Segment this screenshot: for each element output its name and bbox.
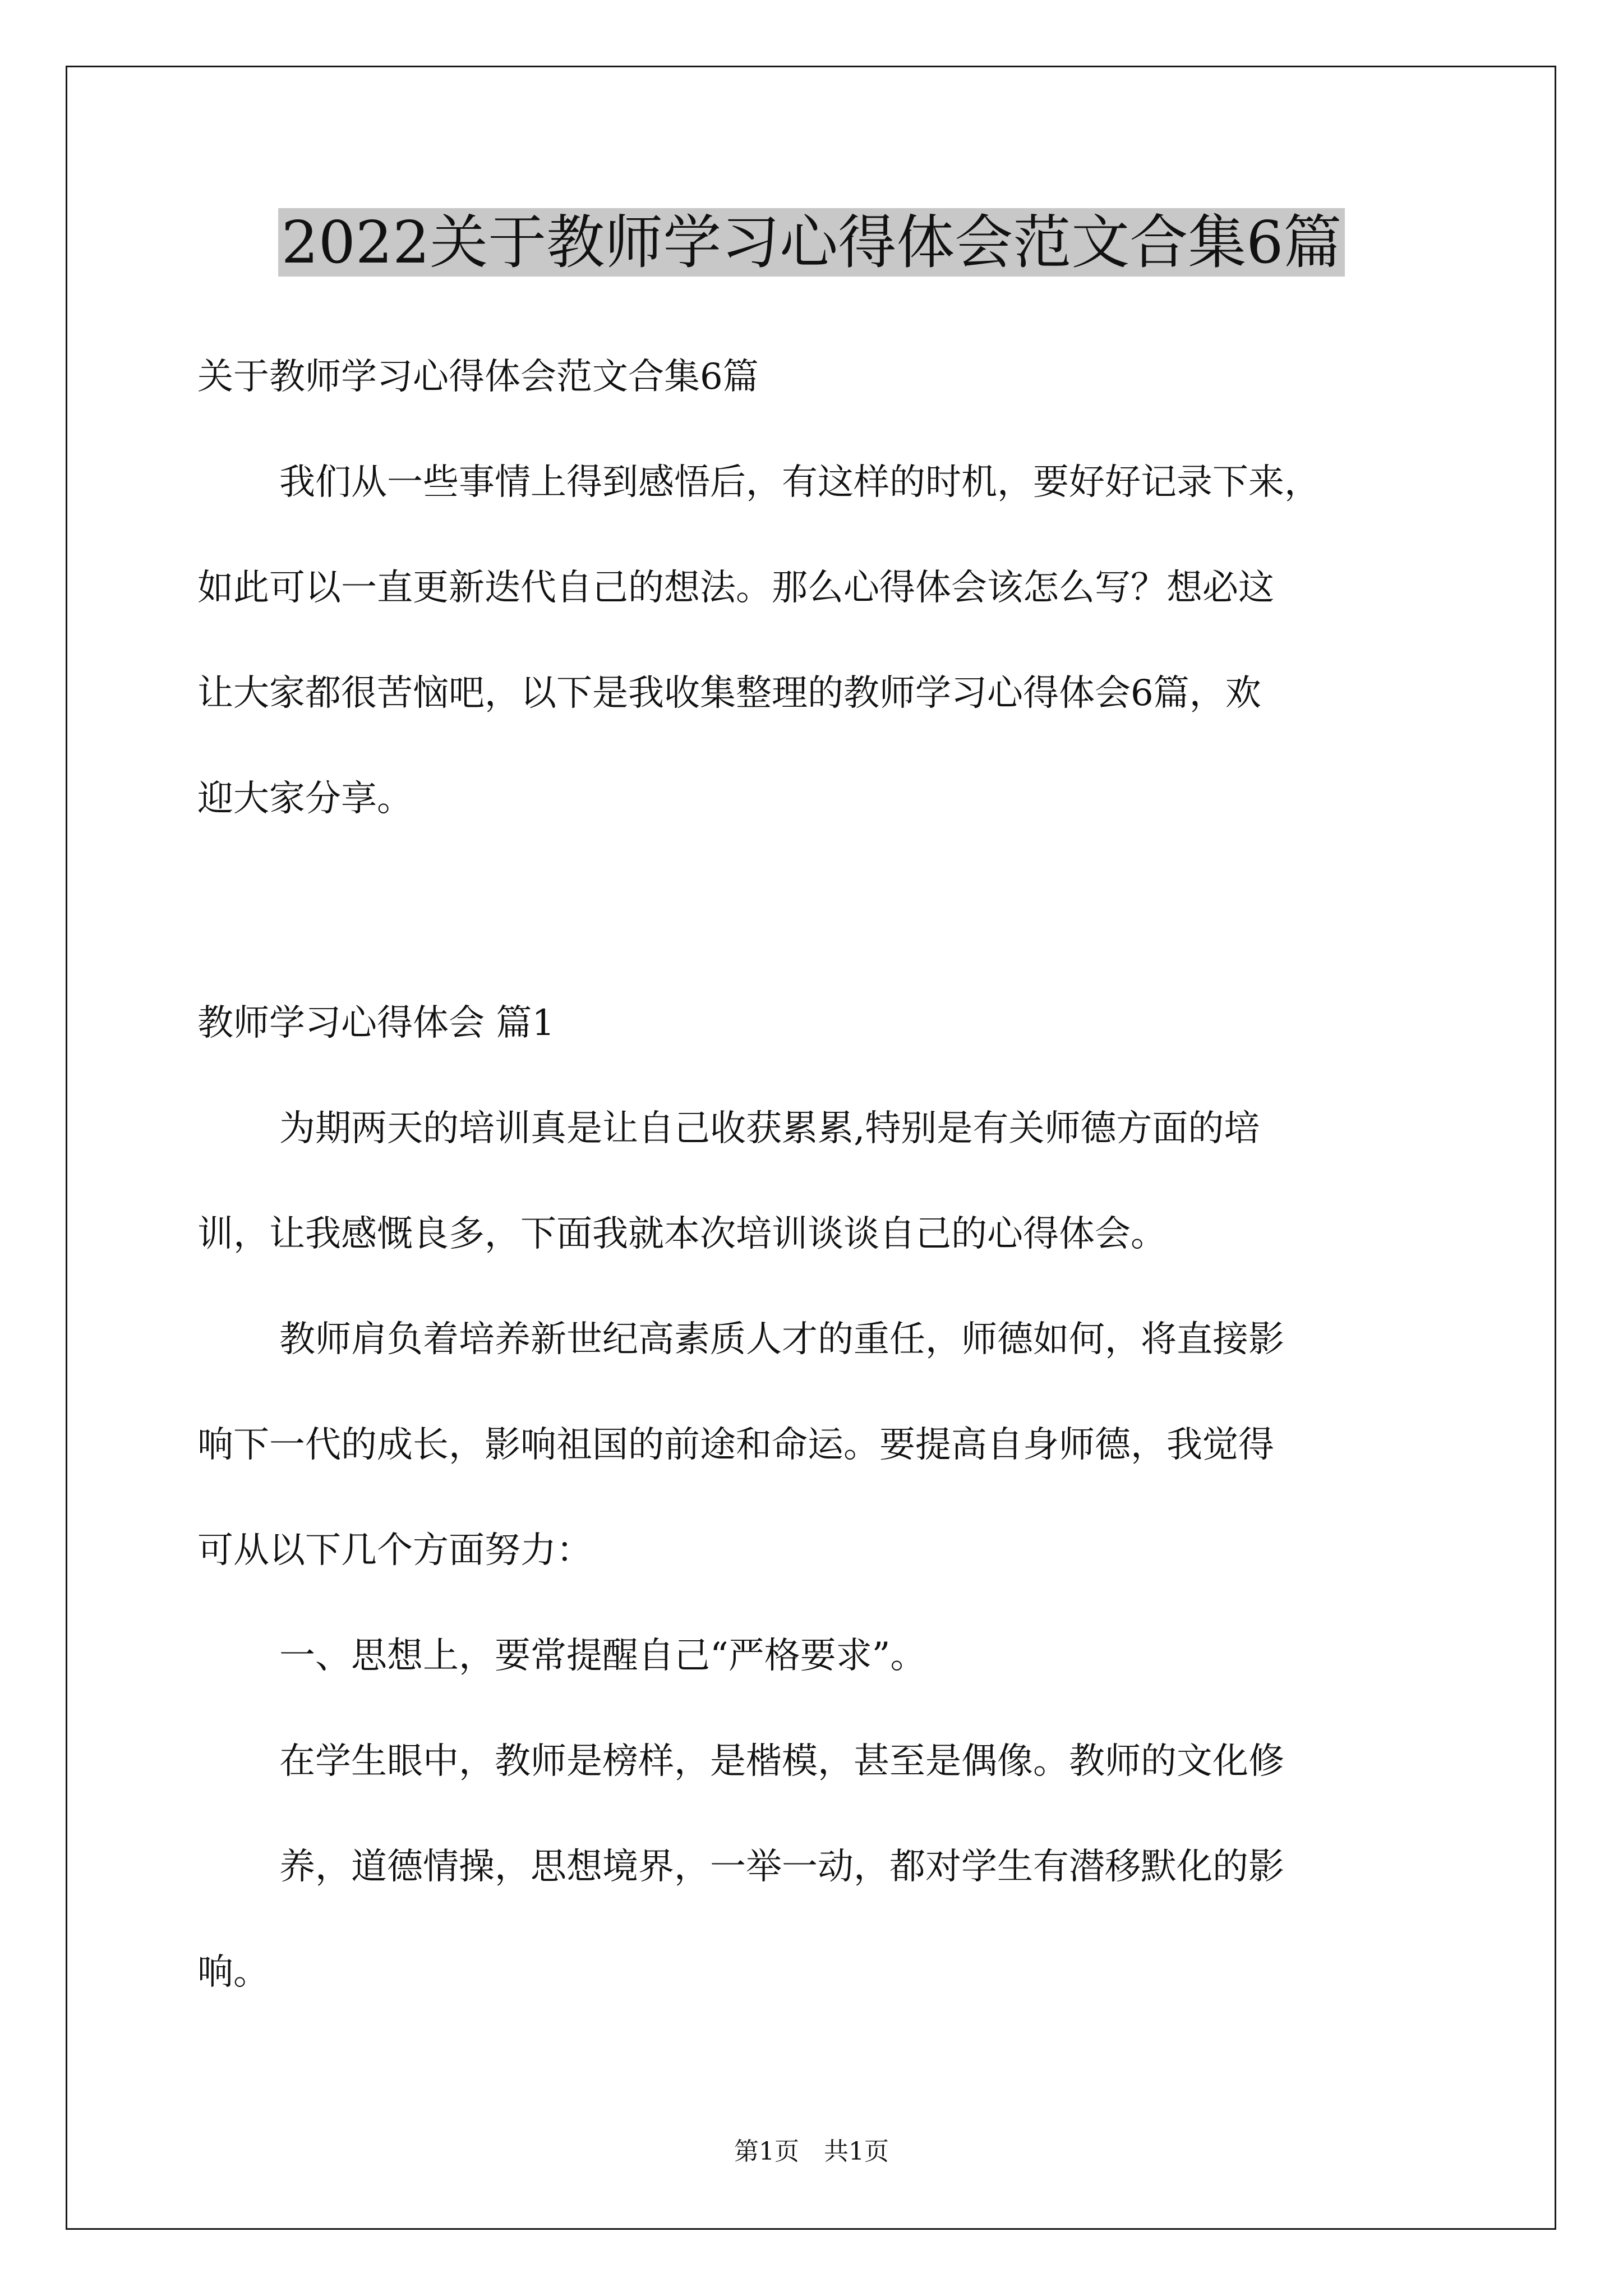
body-line-3: 教师肩负着培养新世纪高素质人才的重任，师德如何，将直接影 <box>279 1319 1284 1360</box>
page-footer: 第1页 共1页 <box>734 2137 889 2166</box>
document-subtitle: 关于教师学习心得体会范文合集6篇 <box>197 356 759 398</box>
body-line-4: 响下一代的成长，影响祖国的前途和命运。要提高自身师德，我觉得 <box>197 1424 1274 1466</box>
body-line-6: 一、思想上，要常提醒自己“严格要求”。 <box>279 1635 926 1677</box>
body-line-1: 为期两天的培训真是让自己收获累累,特别是有关师德方面的培 <box>279 1108 1260 1149</box>
body-line-2: 训，让我感慨良多，下面我就本次培训谈谈自己的心得体会。 <box>197 1213 1166 1255</box>
document-title-text: 2022关于教师学习心得体会范文合集6篇 <box>278 208 1345 277</box>
intro-line-1: 我们从一些事情上得到感悟后，有这样的时机，要好好记录下来， <box>279 462 1320 503</box>
section-heading: 教师学习心得体会 篇1 <box>197 1002 555 1044</box>
body-line-7: 在学生眼中，教师是榜样，是楷模，甚至是偶像。教师的文化修 <box>279 1741 1284 1782</box>
document-title <box>0 209 1623 276</box>
body-line-5: 可从以下几个方面努力： <box>197 1530 592 1571</box>
intro-line-4: 迎大家分享。 <box>197 778 413 820</box>
intro-line-3: 让大家都很苦恼吧，以下是我收集整理的教师学习心得体会6篇，欢 <box>197 673 1261 714</box>
body-line-8: 养，道德情操，思想境界，一举一动，都对学生有潜移默化的影 <box>279 1846 1284 1888</box>
body-line-9: 响。 <box>197 1952 269 1993</box>
intro-line-2: 如此可以一直更新迭代自己的想法。那么心得体会该怎么写？想必这 <box>197 567 1274 609</box>
